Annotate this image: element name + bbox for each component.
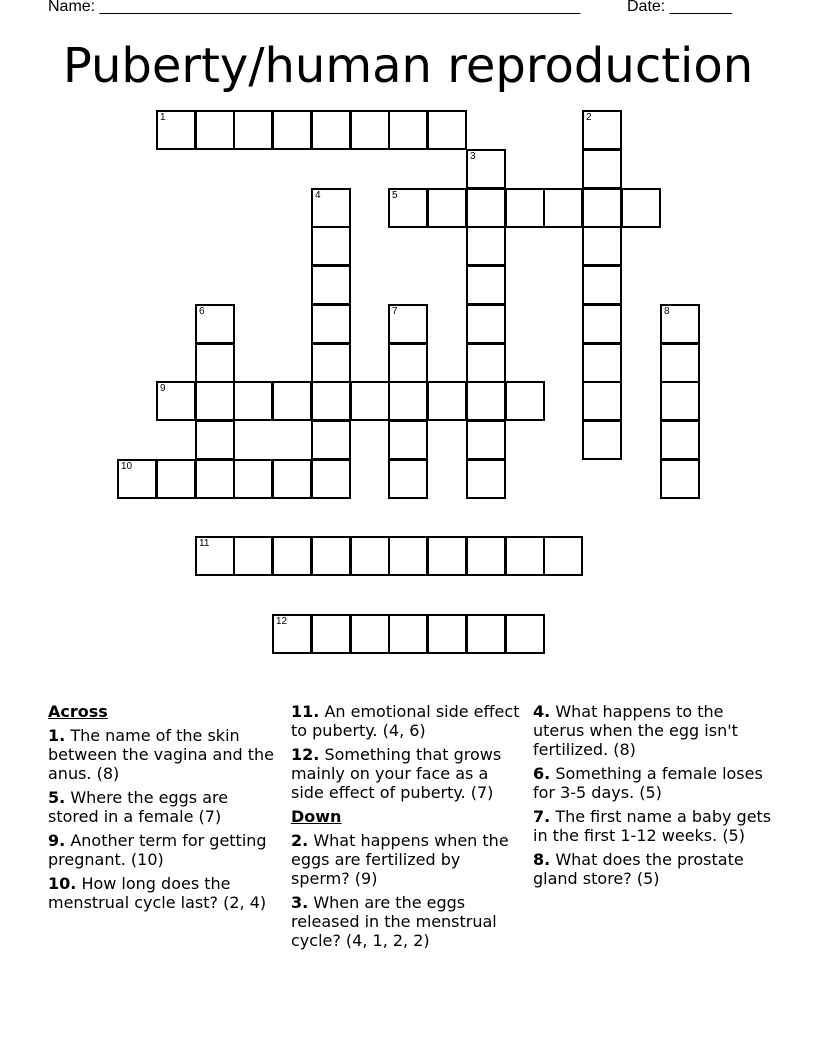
name-line[interactable]: Name: ______________________________________________________ [48, 0, 581, 15]
grid-cell[interactable] [388, 188, 428, 228]
grid-cell[interactable] [311, 304, 351, 344]
grid-cell[interactable] [350, 614, 390, 654]
grid-cell[interactable] [272, 459, 312, 499]
grid-cell[interactable] [195, 420, 235, 460]
grid-cell[interactable] [272, 536, 312, 576]
grid-cell[interactable] [272, 110, 312, 150]
grid-cell[interactable] [582, 226, 622, 266]
clue-across-1 [48, 726, 278, 783]
grid-cell[interactable] [427, 381, 467, 421]
grid-cell[interactable] [505, 188, 545, 228]
cell-number: 1 [160, 112, 166, 123]
clue-number: 5. [48, 788, 66, 807]
grid-cell[interactable] [350, 536, 390, 576]
cell-number: 4 [315, 190, 321, 201]
grid-cell[interactable] [117, 459, 157, 499]
grid-cell[interactable] [195, 536, 235, 576]
clue-number: 2. [291, 831, 309, 850]
grid-cell[interactable] [272, 381, 312, 421]
grid-cell[interactable] [505, 614, 545, 654]
grid-cell[interactable] [582, 420, 622, 460]
grid-cell[interactable] [466, 614, 506, 654]
clue-text: Where the eggs are stored in a female (7) [48, 788, 229, 826]
clue-number: 6. [533, 764, 551, 783]
grid-cell[interactable] [272, 614, 312, 654]
clue-across-12 [291, 745, 523, 802]
grid-cell[interactable] [427, 188, 467, 228]
grid-cell[interactable] [388, 381, 428, 421]
grid-cell[interactable] [621, 188, 661, 228]
cell-number: 5 [392, 190, 398, 201]
clue-text: When are the eggs released in the menstrual cycle? (4, 1, 2, 2) [291, 893, 497, 950]
grid-cell[interactable] [427, 110, 467, 150]
grid-cell[interactable] [466, 381, 506, 421]
clue-number: 8. [533, 850, 551, 869]
grid-cell[interactable] [466, 188, 506, 228]
grid-cell[interactable] [388, 304, 428, 344]
grid-cell[interactable] [582, 110, 622, 150]
grid-cell[interactable] [660, 343, 700, 383]
grid-cell[interactable] [427, 536, 467, 576]
grid-cell[interactable] [195, 343, 235, 383]
grid-cell[interactable] [388, 536, 428, 576]
grid-cell[interactable] [311, 381, 351, 421]
grid-cell[interactable] [505, 536, 545, 576]
clue-number: 4. [533, 702, 551, 721]
clue-text: The name of the skin between the vagina and the anus. (8) [48, 726, 274, 783]
grid-cell[interactable] [388, 343, 428, 383]
grid-cell[interactable] [233, 459, 273, 499]
grid-cell[interactable] [350, 110, 390, 150]
clue-number: 7. [533, 807, 551, 826]
clue-down-3 [291, 893, 523, 950]
grid-cell[interactable] [466, 343, 506, 383]
grid-cell[interactable] [195, 110, 235, 150]
grid-cell[interactable] [388, 614, 428, 654]
grid-cell[interactable] [311, 188, 351, 228]
clue-down-4 [533, 702, 773, 759]
grid-cell[interactable] [388, 110, 428, 150]
clue-text: How long does the menstrual cycle last? (2, 4) [48, 874, 267, 912]
grid-cell[interactable] [582, 343, 622, 383]
grid-cell[interactable] [156, 381, 196, 421]
grid-cell[interactable] [311, 459, 351, 499]
grid-cell[interactable] [466, 149, 506, 189]
grid-cell[interactable] [660, 420, 700, 460]
clue-text: Something a female loses for 3-5 days. (5) [533, 764, 763, 802]
clue-number: 1. [48, 726, 66, 745]
grid-cell[interactable] [233, 381, 273, 421]
grid-cell[interactable] [388, 420, 428, 460]
down-heading: Down [291, 807, 342, 826]
clue-text: An emotional side effect to puberty. (4, 6) [291, 702, 520, 740]
cell-number: 6 [199, 306, 205, 317]
clue-down-7 [533, 807, 773, 845]
page-title: Puberty/human reproduction [62, 38, 754, 94]
grid-cell[interactable] [582, 188, 622, 228]
grid-cell[interactable] [311, 420, 351, 460]
grid-cell[interactable] [466, 226, 506, 266]
grid-cell[interactable] [233, 536, 273, 576]
grid-cell[interactable] [466, 536, 506, 576]
grid-cell[interactable] [156, 110, 196, 150]
cell-number: 7 [392, 306, 398, 317]
clue-number: 10. [48, 874, 77, 893]
clue-text: Something that grows mainly on your face as a side effect of puberty. (7) [291, 745, 502, 802]
grid-cell[interactable] [660, 304, 700, 344]
grid-cell[interactable] [466, 459, 506, 499]
grid-cell[interactable] [660, 381, 700, 421]
clue-number: 9. [48, 831, 66, 850]
grid-cell[interactable] [543, 188, 583, 228]
grid-cell[interactable] [582, 304, 622, 344]
grid-cell[interactable] [195, 381, 235, 421]
cell-number: 3 [470, 151, 476, 162]
cell-number: 8 [664, 306, 670, 317]
cell-number: 12 [276, 616, 288, 627]
grid-cell[interactable] [582, 265, 622, 305]
cell-number: 10 [121, 461, 133, 472]
grid-cell[interactable] [660, 459, 700, 499]
cell-number: 9 [160, 383, 166, 394]
grid-cell[interactable] [311, 536, 351, 576]
grid-cell[interactable] [582, 149, 622, 189]
clue-down-2 [291, 831, 523, 888]
grid-cell[interactable] [195, 304, 235, 344]
clues-column-1 [48, 702, 278, 917]
grid-cell[interactable] [505, 381, 545, 421]
grid-cell[interactable] [388, 459, 428, 499]
grid-cell[interactable] [466, 265, 506, 305]
grid-cell[interactable] [195, 459, 235, 499]
clue-across-10 [48, 874, 278, 912]
grid-cell[interactable] [543, 536, 583, 576]
clue-text: What does the prostate gland store? (5) [533, 850, 744, 888]
clue-text: The first name a baby gets in the first 1-12 weeks. (5) [533, 807, 772, 845]
clues-column-2 [291, 702, 523, 955]
grid-cell[interactable] [311, 110, 351, 150]
grid-cell[interactable] [311, 614, 351, 654]
grid-cell[interactable] [466, 304, 506, 344]
grid-cell[interactable] [350, 381, 390, 421]
clue-down-8 [533, 850, 773, 888]
clue-text: Another term for getting pregnant. (10) [48, 831, 267, 869]
clue-number: 3. [291, 893, 309, 912]
grid-cell[interactable] [466, 420, 506, 460]
across-heading: Across [48, 702, 108, 721]
clue-text: What happens when the eggs are fertilized by sperm? (9) [291, 831, 509, 888]
grid-cell[interactable] [427, 614, 467, 654]
grid-cell[interactable] [156, 459, 196, 499]
grid-cell[interactable] [582, 381, 622, 421]
clue-across-11 [291, 702, 523, 740]
clue-across-9 [48, 831, 278, 869]
clue-down-6 [533, 764, 773, 802]
grid-cell[interactable] [311, 265, 351, 305]
clue-across-5 [48, 788, 278, 826]
clue-number: 11. [291, 702, 320, 721]
grid-cell[interactable] [311, 226, 351, 266]
clue-text: What happens to the uterus when the egg isn't fertilized. (8) [533, 702, 738, 759]
grid-cell[interactable] [311, 343, 351, 383]
grid-cell[interactable] [233, 110, 273, 150]
date-line[interactable]: Date: _______ [627, 0, 732, 15]
clue-number: 12. [291, 745, 320, 764]
cell-number: 11 [199, 538, 210, 549]
cell-number: 2 [586, 112, 592, 123]
clues-column-3 [533, 702, 773, 893]
